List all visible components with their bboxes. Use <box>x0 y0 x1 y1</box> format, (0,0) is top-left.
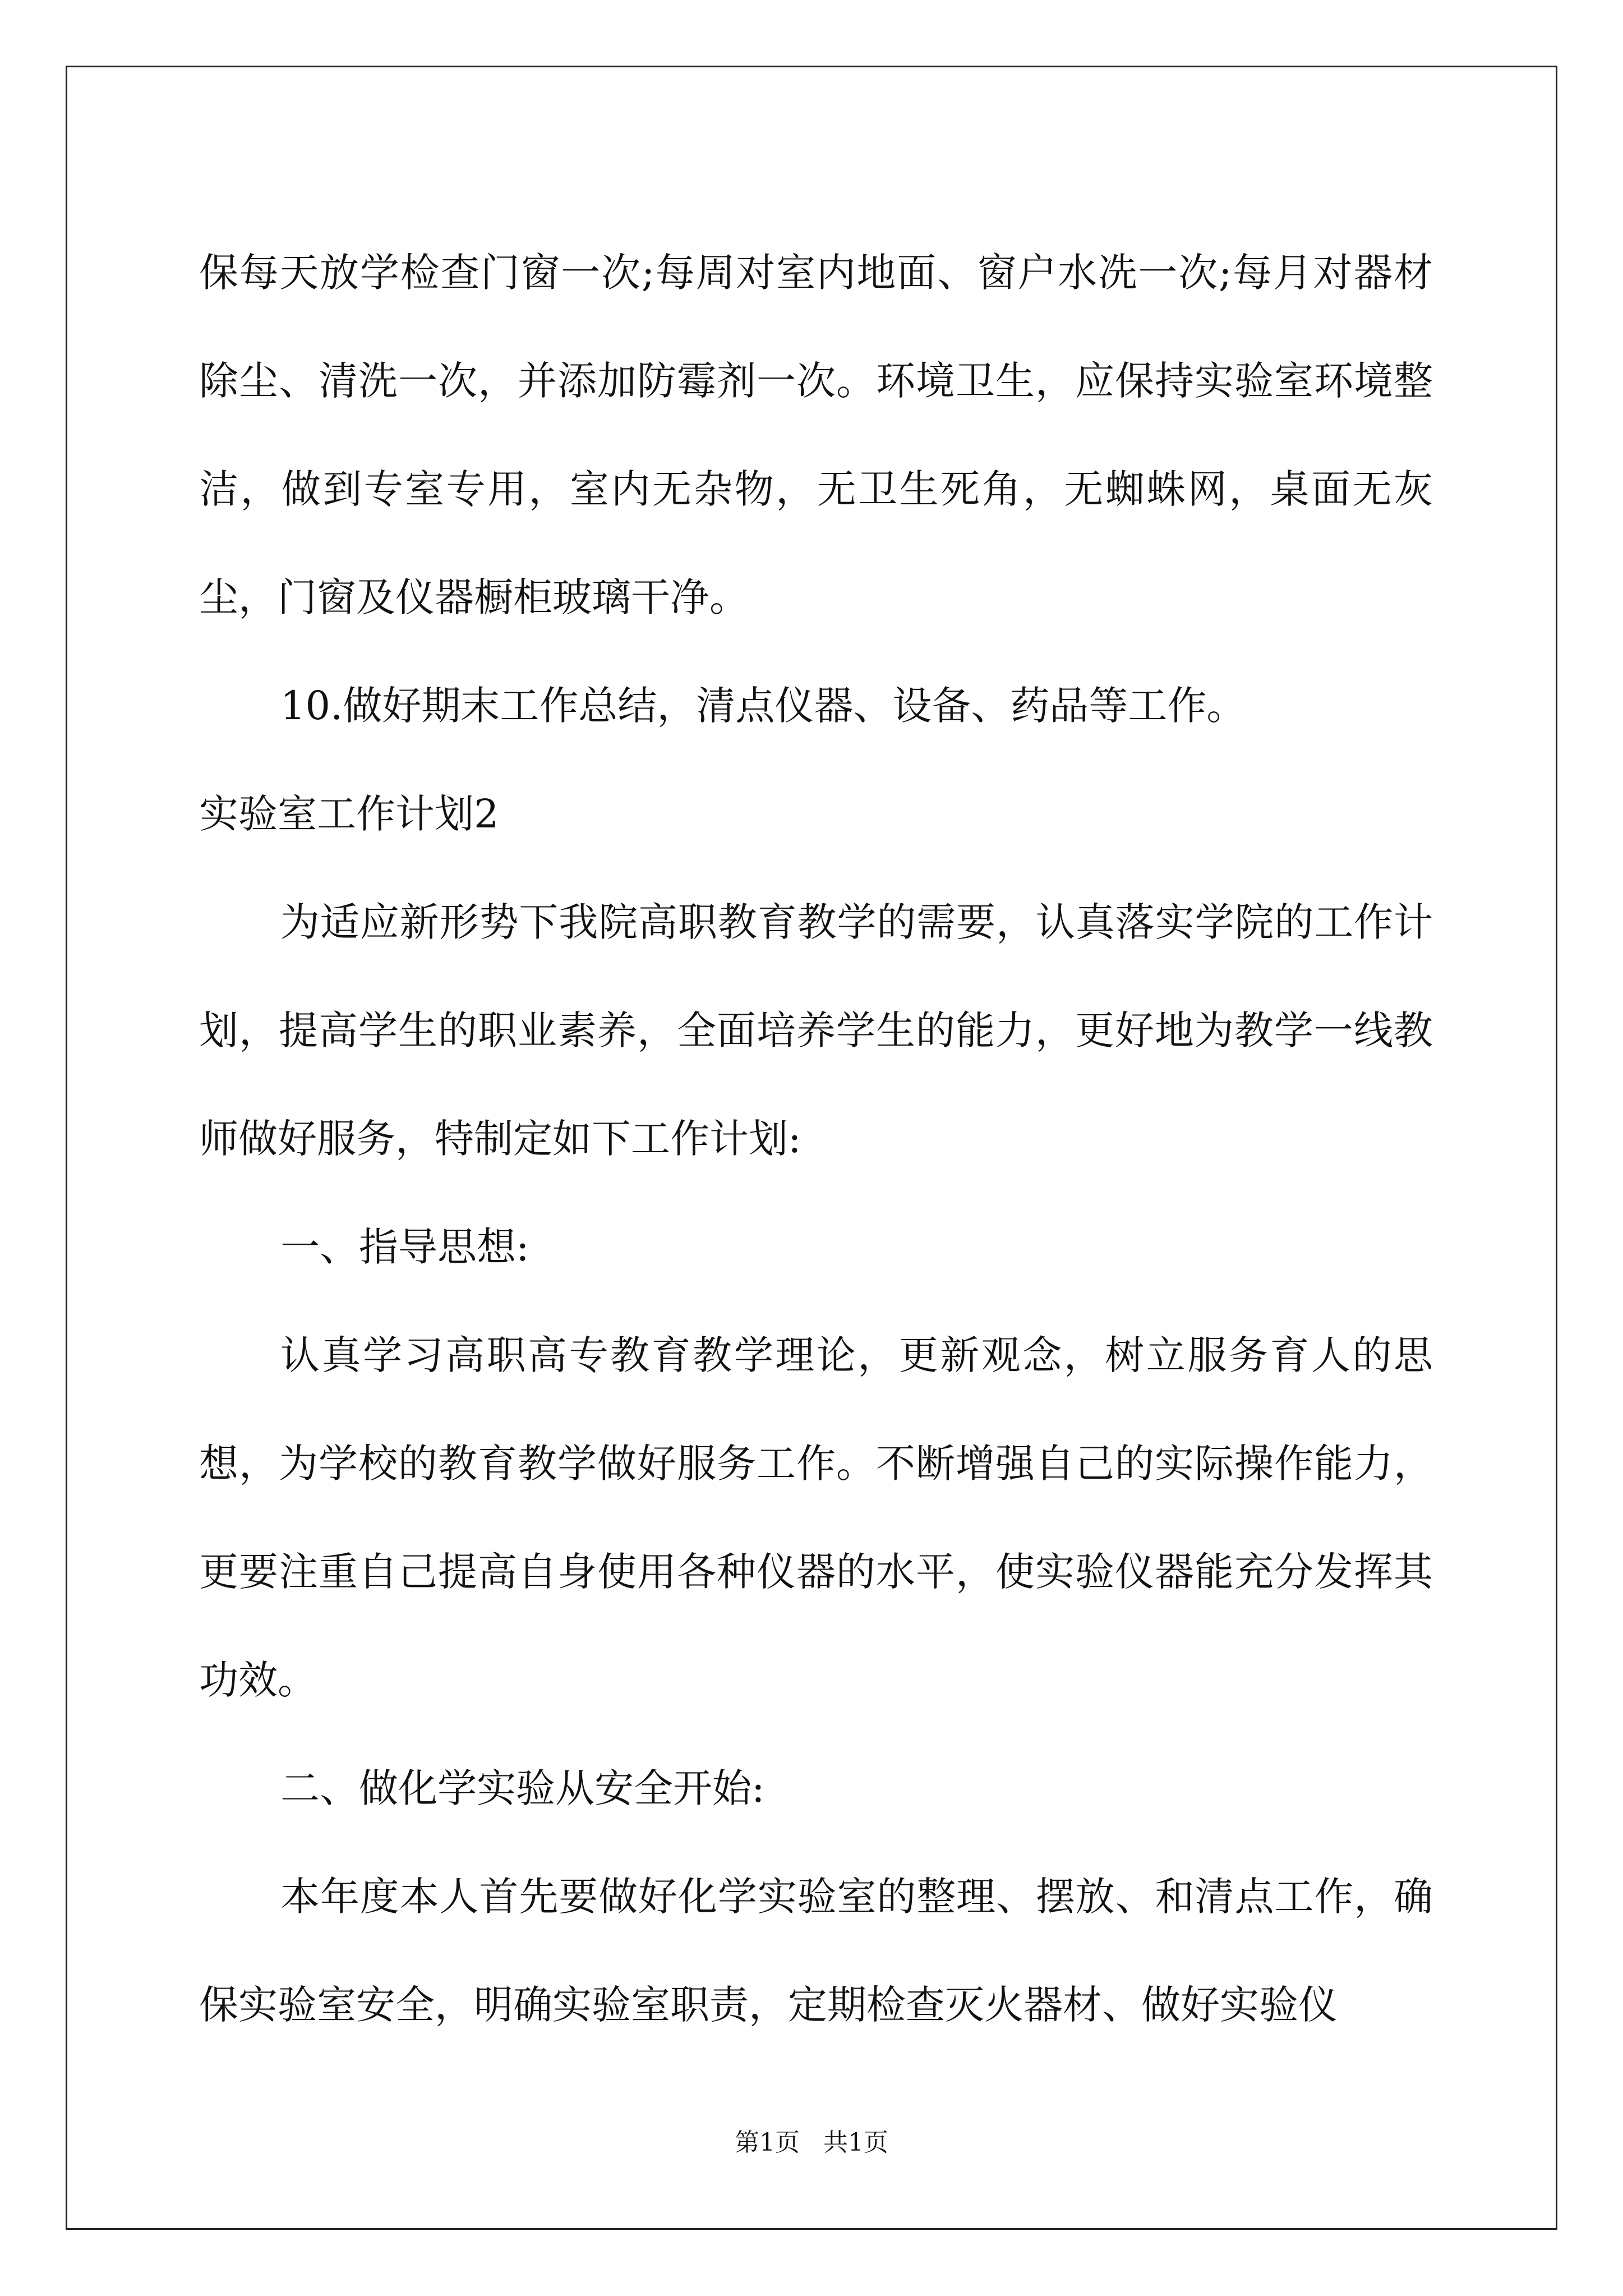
page-number: 第1页 <box>735 2128 800 2157</box>
page-total: 共1页 <box>823 2128 888 2157</box>
page-footer <box>0 2126 1623 2160</box>
paragraph-intro: 为适应新形势下我院高职教育教学的需要，认真落实学院的工作计划，提高学生的职业素养，全面培养学生的能力，更好地为教学一线教师做好服务，特制定如下工作计划: <box>199 899 1433 1162</box>
paragraph-item-10: 10.做好期末工作总结，清点仪器、设备、药品等工作。 <box>280 683 1246 729</box>
paragraph-hygiene: 保每天放学检查门窗一次;每周对室内地面、窗户水冼一次;每月对器材除尘、清洗一次，并添加防霉剂一次。环境卫生，应保持实验室环境整洁，做到专室专用，室内无杂物，无卫生死角，无蜘蛛网，桌面无灰尘，门窗及仪器橱柜玻璃干净。 <box>199 250 1433 620</box>
paragraph-safety: 本年度本人首先要做好化学实验室的整理、摆放、和清点工作，确保实验室安全，明确实验室职责，定期检查灭火器材、做好实验仪 <box>199 1874 1433 2028</box>
paragraph-guiding-thought: 认真学习高职高专教育教学理论，更新观念，树立服务育人的思想，为学校的教育教学做好服务工作。不断增强自己的实际操作能力，更要注重自己提高自身使用各种仪器的水平，使实验仪器能充分发挥其功效。 <box>199 1332 1433 1703</box>
heading-guiding-thought: 一、指导思想: <box>280 1224 529 1270</box>
footer-gap <box>800 2128 823 2157</box>
heading-safety: 二、做化学实验从安全开始: <box>280 1765 765 1811</box>
document-body <box>199 219 1433 2059</box>
section-heading: 实验室工作计划2 <box>199 791 499 837</box>
